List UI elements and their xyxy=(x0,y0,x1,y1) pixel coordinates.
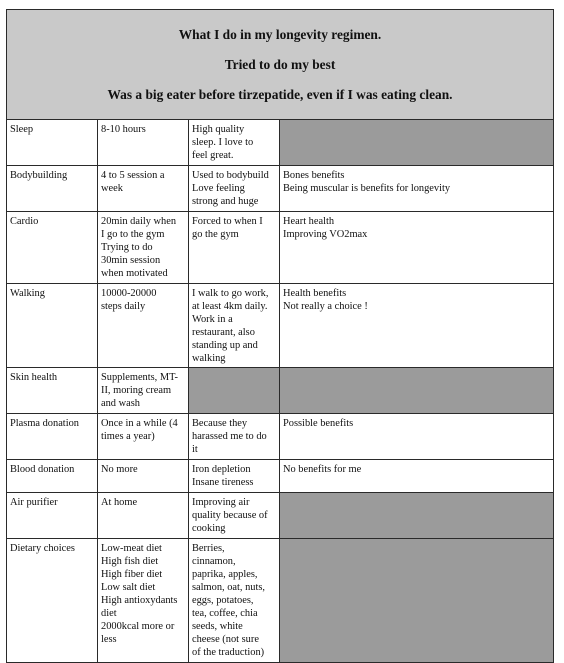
benefit-cell-empty xyxy=(280,368,554,414)
benefit-cell-empty xyxy=(280,120,554,166)
table-row-bodybuilding xyxy=(7,166,554,212)
table-row-plasma-donation xyxy=(7,414,554,460)
activity-cell: Walking xyxy=(7,284,98,368)
benefit-cell: Possible benefits xyxy=(280,414,554,460)
table-title xyxy=(7,10,554,120)
activity-cell: Skin health xyxy=(7,368,98,414)
benefit-cell: Bones benefits Being muscular is benefits for longevity xyxy=(280,166,554,212)
activity-cell: Plasma donation xyxy=(7,414,98,460)
reason-cell: Forced to when I go the gym xyxy=(189,212,280,284)
reason-cell: High quality sleep. I love to feel great. xyxy=(189,120,280,166)
table-row-sleep xyxy=(7,120,554,166)
benefit-cell-empty xyxy=(280,539,554,663)
title-row xyxy=(7,10,554,120)
detail-cell: 20min daily when I go to the gym Trying to do 30min session when motivated xyxy=(98,212,189,284)
table-row-cardio xyxy=(7,212,554,284)
table-row-air-purifier xyxy=(7,493,554,539)
detail-cell: Once in a while (4 times a year) xyxy=(98,414,189,460)
activity-cell: Cardio xyxy=(7,212,98,284)
title-line-1: What I do in my longevity regimen. xyxy=(178,27,382,42)
activity-cell: Dietary choices xyxy=(7,539,98,663)
table-row-blood-donation xyxy=(7,460,554,493)
reason-cell: Because they harassed me to do it xyxy=(189,414,280,460)
regimen-table xyxy=(6,9,554,663)
detail-cell: At home xyxy=(98,493,189,539)
benefit-cell-empty xyxy=(280,493,554,539)
table-row-walking xyxy=(7,284,554,368)
detail-cell: Low-meat diet High fish diet High fiber diet Low salt diet High antioxydants diet 2000kcal more or less xyxy=(98,539,189,663)
reason-cell: Used to bodybuild Love feeling strong and huge xyxy=(189,166,280,212)
reason-cell: Improving air quality because of cooking xyxy=(189,493,280,539)
detail-cell: 10000-20000 steps daily xyxy=(98,284,189,368)
activity-cell: Sleep xyxy=(7,120,98,166)
table-row-skin-health xyxy=(7,368,554,414)
detail-cell: 4 to 5 session a week xyxy=(98,166,189,212)
detail-cell: Supplements, MT- II, moring cream and wash xyxy=(98,368,189,414)
reason-cell: Berries, cinnamon, paprika, apples, salmon, oat, nuts, eggs, potatoes, tea, coffee, chia seeds, white cheese (not sure of the traduction) xyxy=(189,539,280,663)
benefit-cell: No benefits for me xyxy=(280,460,554,493)
title-line-2: Tried to do my best xyxy=(224,57,336,72)
activity-cell: Bodybuilding xyxy=(7,166,98,212)
benefit-cell: Health benefits Not really a choice ! xyxy=(280,284,554,368)
detail-cell: No more xyxy=(98,460,189,493)
activity-cell: Blood donation xyxy=(7,460,98,493)
benefit-cell: Heart health Improving VO2max xyxy=(280,212,554,284)
reason-cell: Iron depletion Insane tireness xyxy=(189,460,280,493)
reason-cell: I walk to go work, at least 4km daily. Work in a restaurant, also standing up and walking xyxy=(189,284,280,368)
reason-cell-empty xyxy=(189,368,280,414)
table-row-dietary-choices xyxy=(7,539,554,663)
detail-cell: 8-10 hours xyxy=(98,120,189,166)
title-line-3: Was a big eater before tirzepatide, even if I was eating clean. xyxy=(107,87,453,102)
activity-cell: Air purifier xyxy=(7,493,98,539)
